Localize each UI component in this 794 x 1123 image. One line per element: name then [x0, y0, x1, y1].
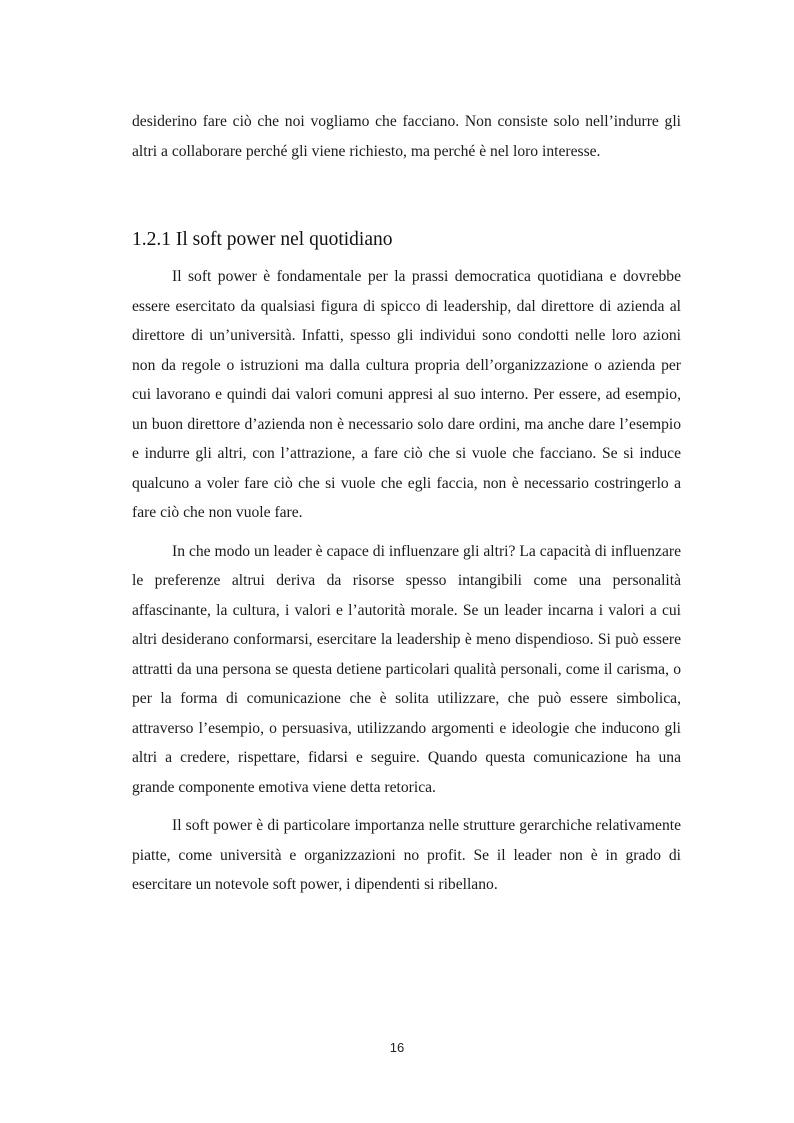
- body-paragraph: Il soft power è di particolare importanza nelle strutture gerarchiche relativamente piatte, come università e organizzazioni no profit. Se il leader non è in grado di esercitare un notevole soft power, i dipendenti si ribellano.: [132, 817, 681, 893]
- body-paragraph: Il soft power è fondamentale per la prassi democratica quotidiana e dovrebbe essere esercitato da qualsiasi figura di spicco di leadership, dal direttore di azienda al direttore di un’università. Infatti, spesso gli individui sono condotti nelle loro azioni non da regole o istruzioni ma dalla cultura propria dell’organizzazione o azienda per cui lavorano e quindi dai valori comuni appresi al suo interno. Per essere, ad esempio, un buon direttore d’azienda non è necessario solo dare ordini, ma anche dare l’esempio e indurre gli altri, con l’attrazione, a fare ciò che si vuole che facciano. Se si induce qualcuno a voler fare ciò che si vuole che egli faccia, non è necessario costringerlo a fare ciò che non vuole fare.: [132, 268, 681, 521]
- page-number: 16: [389, 1040, 405, 1055]
- section-body: [132, 262, 681, 900]
- continuation-paragraph: desiderino fare ciò che noi vogliamo che facciano. Non consiste solo nell’indurre gli altri a collaborare perché gli viene richiesto, ma perché è nel loro interesse.: [132, 113, 681, 160]
- section-heading: 1.2.1 Il soft power nel quotidiano: [132, 229, 393, 250]
- body-paragraph: In che modo un leader è capace di influenzare gli altri? La capacità di influenzare le preferenze altrui deriva da risorse spesso intangibili come una personalità affascinante, la cultura, i valori e l’autorità morale. Se un leader incarna i valori a cui altri desiderano conformarsi, esercitare la leadership è meno dispendioso. Si può essere attratti da una persona se questa detiene particolari qualità personali, come il carisma, o per la forma di comunicazione che è solita utilizzare, che può essere simbolica, attraverso l’esempio, o persuasiva, utilizzando argomenti e ideologie che inducono gli altri a credere, rispettare, fidarsi e seguire. Quando questa comunicazione ha una grande componente emotiva viene detta retorica.: [132, 542, 681, 796]
